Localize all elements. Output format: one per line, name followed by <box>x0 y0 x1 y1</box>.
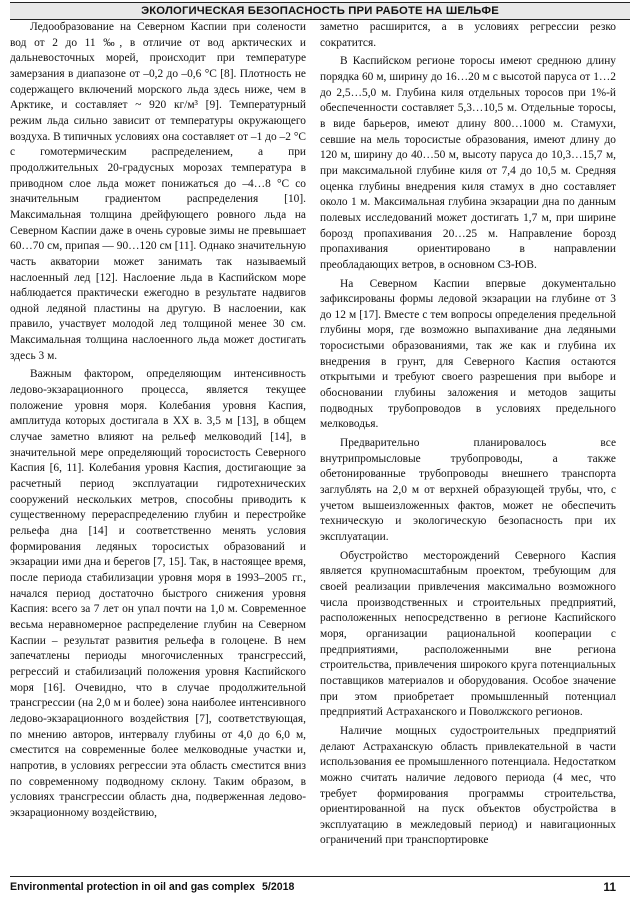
paragraph: Важным фактором, определяющим интенсивность ледово-экзарационного процесса, является текущее положение уровня моря. Колебания уровня Каспия, амплитуда которых достигала в XX в. 3,5 м [13], в общем случае заметно влияют на рельеф мелководий [14], в значительной мере определяющий торосистость Северного Каспия [6, 11]. Колебания уровня Каспия, достигающие за расчетный период эксплуатации гидротехнических сооружений нескольких метров, способны приводить к существенному перераспределению глубин и перестройке рельефа дна [14] и соответственно менять условия формирования ледяных торосистых образований и экзарации ими дна и берегов [7, 15]. Так, в настоящее время, после периода стабилизации уровня моря в 1993–2005 гг., начался период достаточно быстрого снижения уровня Каспия: всего за 7 лет он упал почти на 1,0 м. Современное весьма неравномерное распределение глубин на Северном Каспии – результат развития рельефа в голоцене. В нем запечатлены периоды многочисленных трансгрессий, регрессий и стабилизаций положения уровня Каспийского моря [16]. Очевидно, что в случае продолжительной трансгрессии (на 2,0 м и более) зона наиболее интенсивного ледово-экзарационного воздействия [7], соответствующая, по мнению авторов, интервалу глубины от 4,0 до 6,0 м, сместится на современные более мелководные участки и, напротив, в условиях регрессии эта область сместится вниз по современному подводному склону. Таким образом, в условиях трансгрессии область дна, подверженная ледово-экзарационному воздействию, <box>10 368 306 819</box>
paragraph: На Северном Каспии впервые документально зафиксированы формы ледовой экзарации на глубине от 3 до 12 м [17]. Вместе с тем вопросы определения предельной глубины моря, где возможно выпахивание дна ледяными торосистыми образованиями, так же как и глубина их внедрения в грунт, для Северного Каспия остаются открытыми и требуют своего разрешения при выборе и обосновании глубины заложения и методов защиты подводных трубопроводов в условиях предельного мелководья. <box>320 277 616 431</box>
paragraph: Предварительно планировалось все внутрипромысловые трубопроводы, а также обетонированные трубопроводы внешнего транспорта заглублять на 2,0 м от верхней образующей трубы, что, с учетом вышеизложенных фактов, может не обеспечить техническую и экологическую безопасность при их эксплуатации. <box>320 437 616 543</box>
paragraph: Обустройство месторождений Северного Каспия является крупномасштабным проектом, требующим для своей реализации привлечения максимально возможного числа производственных и строительных предприятий, расположенных непосредственно в регионе Каспийского моря, организации рациональной кооперации с предприятиями, расположенными вне региона строительства, привлечения широкого круга потенциальных поставщиков материалов и оборудования. Особое значение при этом приобретает промышленный потенциал предприятий Астраханского и Поволжского регионов. <box>320 549 616 719</box>
page-number: 11 <box>603 880 616 894</box>
right-column <box>320 20 616 849</box>
running-header-title: ЭКОЛОГИЧЕСКАЯ БЕЗОПАСНОСТЬ ПРИ РАБОТЕ НА ШЕЛЬФЕ <box>141 5 499 17</box>
paragraph-continuation: заметно расширится, а в условиях регрессии резко сократится. <box>320 21 616 49</box>
issue-number: 5/2018 <box>262 881 295 893</box>
paragraph: Наличие мощных судостроительных предприятий делают Астраханскую область привлекательной в части использования ее промышленного потенциала. Недостатком можно считать наличие ледового периода (4 мес, что требует формирования программы строительства, ориентированной на пуск объектов обустройства в эксплуатацию в межледовый период) и навигационных ограничений при транспортировке <box>320 724 616 847</box>
journal-name: Environmental protection in oil and gas complex <box>10 881 255 893</box>
paragraph: Ледообразование на Северном Каспии при солености вод от 2 до 11 ‰, в отличие от вод арктических и дальневосточных морей, происходит при температуре замерзания в диапазоне от –0,2 до –0,6 °С [8]. Плотность не содержащего включений морского льда здесь ниже, чем в Арктике, и составляет ~ 920 кг/м³ [9]. Температурный режим льда сильно зависит от температуры окружающего воздуха. В типичных условиях она составляет от –1 до –2 °С с гомотермическим распределением, а при продолжительных 20-градусных морозах температура в приводном слое льда может понижаться до –4…8 °С со значительным градиентом распределения [10]. Максимальная толщина дрейфующего ровного льда на Северном Каспии даже в очень суровые зимы не превышает 60…70 см, припая — 90…120 см [11]. Однако значительную часть акватории может занимать так называемый наслоенный лед [12]. Наслоение льда в Каспийском море наблюдается практически ежегодно в результате надвигов одной ледяной пластины на другую. В наслоении, как правило, участвует молодой лед толщиной менее 30 см. Максимальная толщина наслоенного льда может достигать здесь 3 м. <box>10 21 306 362</box>
left-column <box>10 20 306 821</box>
running-header <box>10 2 630 20</box>
paragraph: В Каспийском регионе торосы имеют среднюю длину порядка 60 м, ширину до 16…20 м с высотой паруса от 1…2 до 2,5…5,0 м. Глубина киля отдельных торосов при 1%-й обеспеченности составляет 5,3…10,5 м. Отдельные торосы, в виде барьеров, имеют длину 800…1000 м. Стамухи, севшие на мель торосистые образования, имеют длину до 120 м, ширину до 40…50 м, высоту паруса до 10,3…15,7 м, при максимальной глубине киля от 7,4 до 10,5 м. Средняя оценка глубины внедрения киля стамух в дно составляет около 1 м. Максимальная глубина экзарации дна по данным полевых исследований может достигать 1,7 м, при ширине борозд пропахивания 20…25 м. Направление борозд пропахивания ориентировано в направлении преобладающих ветров, в основном СЗ-ЮВ. <box>320 55 616 271</box>
page-footer <box>10 876 630 895</box>
